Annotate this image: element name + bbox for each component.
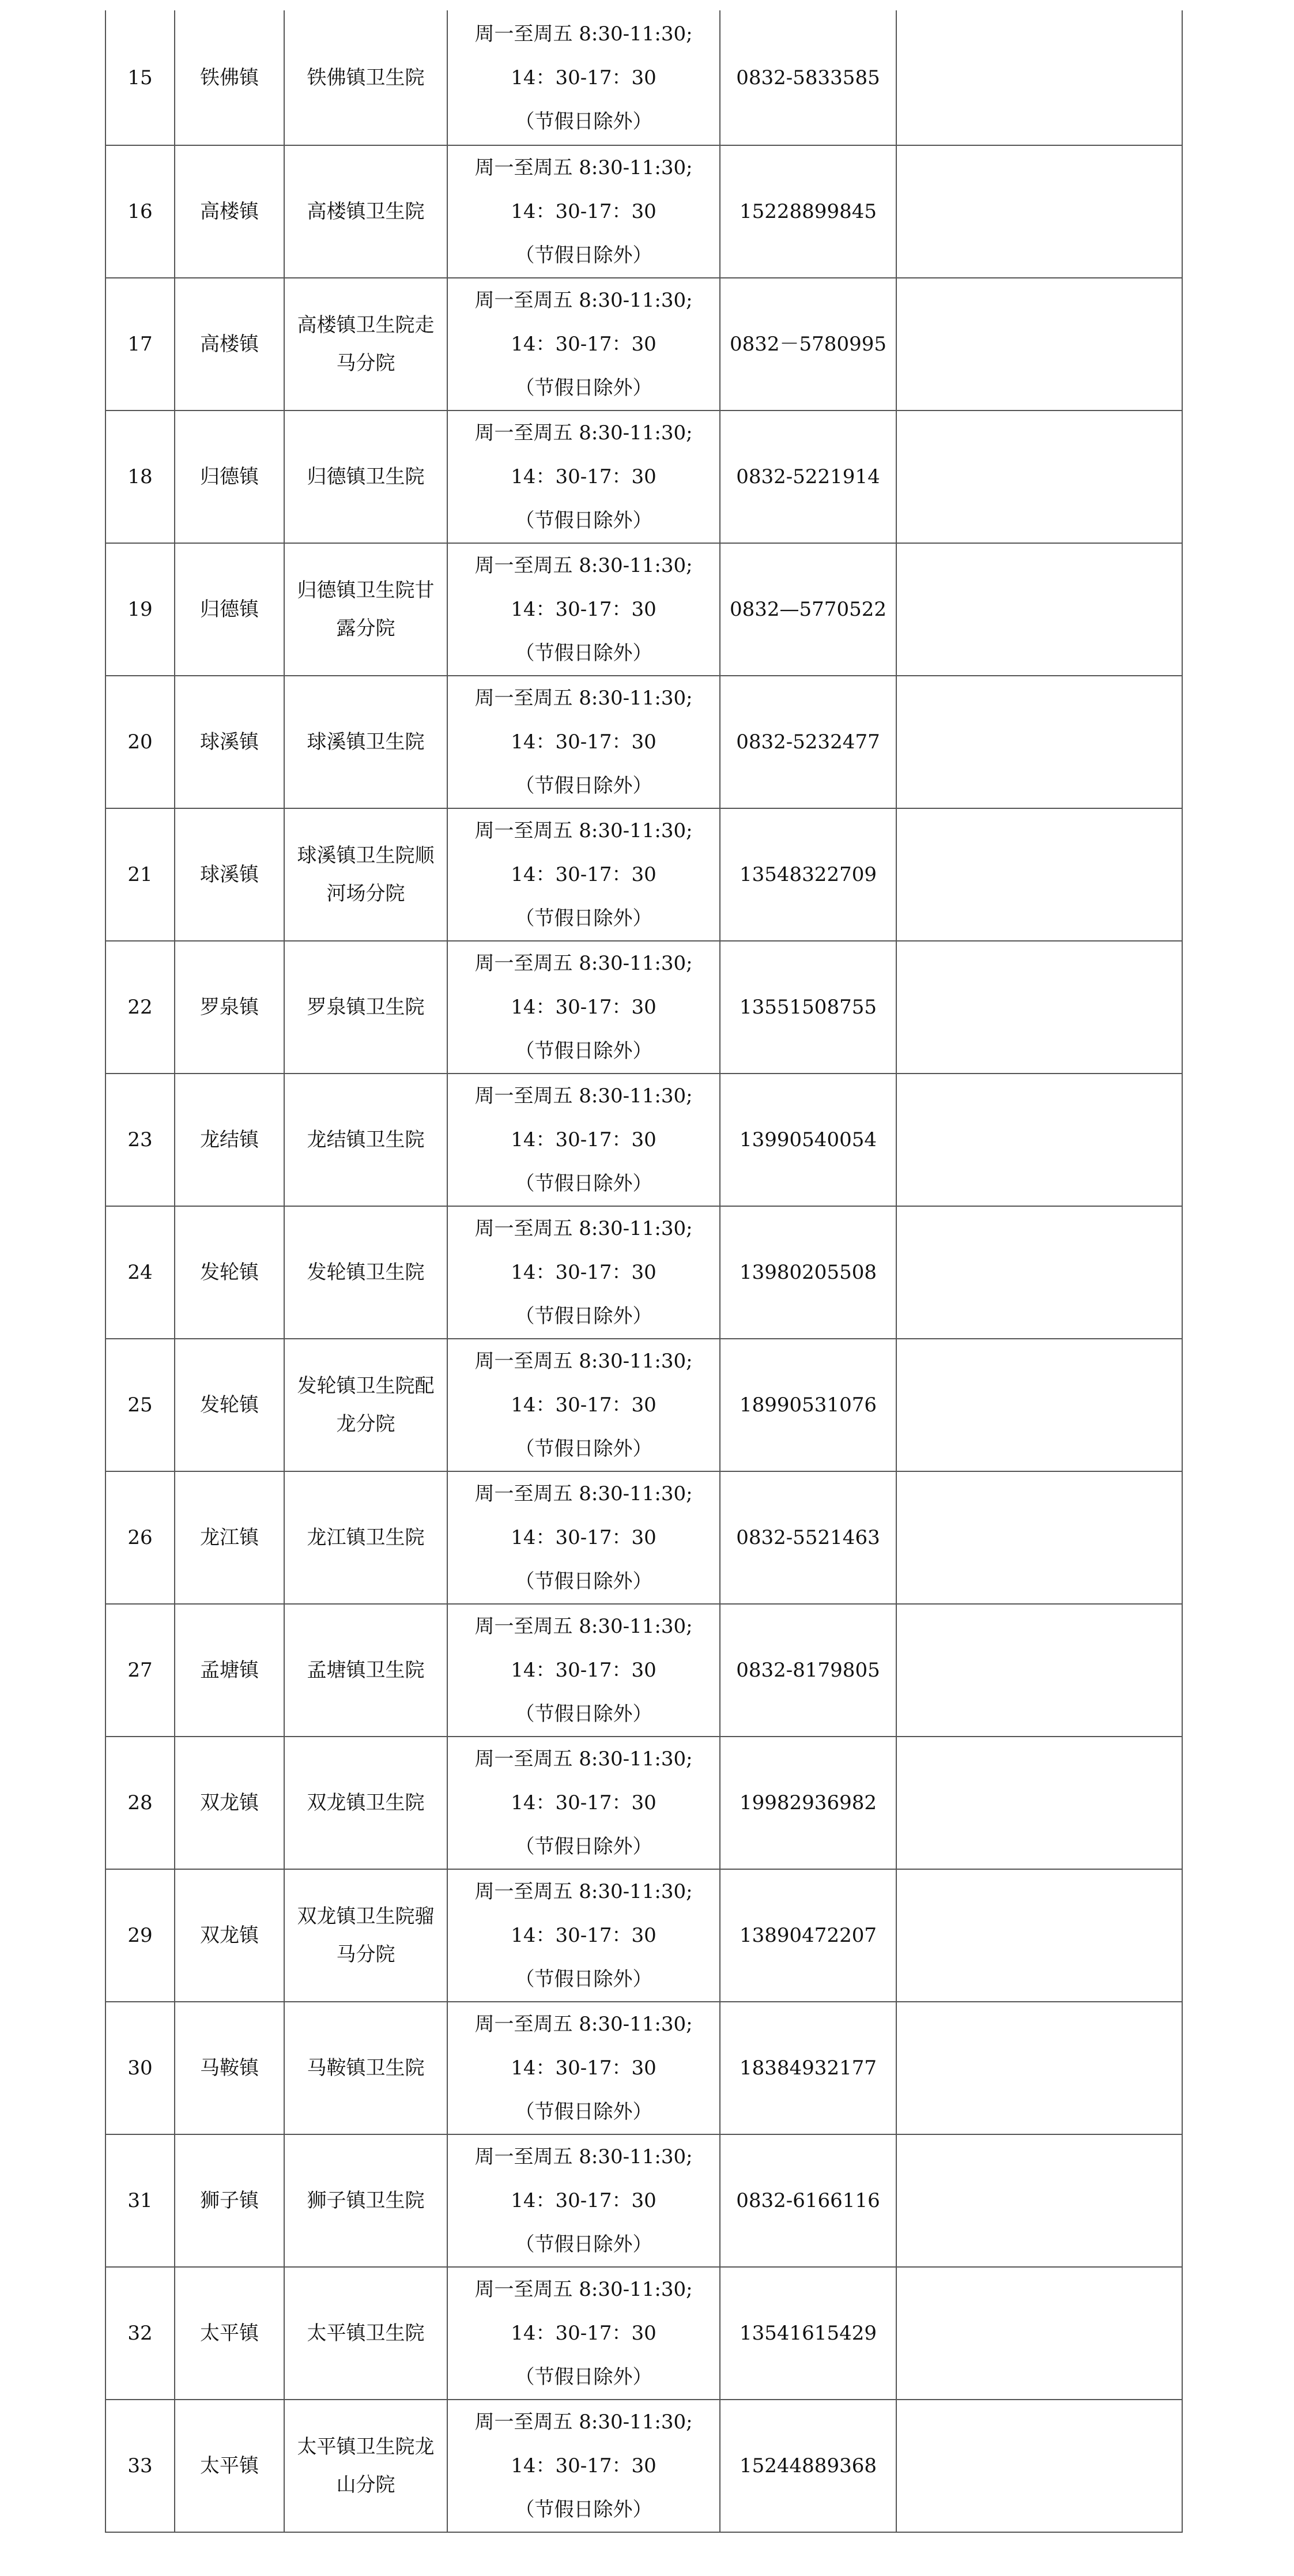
phone-cell <box>720 1737 896 1869</box>
note-cell <box>896 1737 1182 1869</box>
row-number: 30 <box>127 2057 153 2080</box>
institution-name: 孟塘镇卫生院 <box>307 1659 425 1682</box>
row-number: 31 <box>127 2189 153 2212</box>
note-cell <box>896 543 1182 676</box>
table-row <box>105 410 1182 543</box>
town-cell <box>175 1206 284 1339</box>
hours-line-1: 周一至周五 8:30-11:30; <box>474 2411 693 2434</box>
note-cell <box>896 410 1182 543</box>
institution-name: 发轮镇卫生院 <box>307 1261 425 1284</box>
institution-name: 罗泉镇卫生院 <box>307 996 425 1019</box>
town-name: 狮子镇 <box>200 2189 259 2212</box>
hours-line-1: 周一至周五 8:30-11:30; <box>474 1482 693 1505</box>
town-cell <box>175 941 284 1074</box>
hours-line-2: 14：30-17：30 <box>511 1791 657 1814</box>
phone-number: 18990531076 <box>740 1394 877 1417</box>
institution-name: 龙结镇卫生院 <box>307 1128 425 1151</box>
institution-cell <box>284 1074 447 1206</box>
institution-cell <box>284 1206 447 1339</box>
institution-cell <box>284 1604 447 1737</box>
row-number-cell <box>105 2400 175 2532</box>
phone-number: 19982936982 <box>740 1791 877 1814</box>
hours-cell <box>447 676 720 808</box>
town-name: 双龙镇 <box>200 1791 259 1814</box>
hours-line-1: 周一至周五 8:30-11:30; <box>474 1217 693 1240</box>
table-row <box>105 10 1182 145</box>
note-cell <box>896 2400 1182 2532</box>
table-row <box>105 2400 1182 2532</box>
phone-number: 15228899845 <box>740 200 877 223</box>
town-name: 高楼镇 <box>200 333 259 356</box>
hours-line-1: 周一至周五 8:30-11:30; <box>474 1748 693 1771</box>
institution-name: 发轮镇卫生院配龙分院 <box>297 1374 435 1436</box>
institution-cell <box>284 2002 447 2134</box>
row-number-cell <box>105 278 175 410</box>
hours-line-1: 周一至周五 8:30-11:30; <box>474 2145 693 2168</box>
hours-line-1: 周一至周五 8:30-11:30; <box>474 2013 693 2036</box>
hours-line-1: 周一至周五 8:30-11:30; <box>474 554 693 577</box>
hours-cell <box>447 1339 720 1471</box>
note-cell <box>896 10 1182 145</box>
row-number: 24 <box>127 1261 153 1284</box>
hours-line-2: 14：30-17：30 <box>511 333 657 356</box>
institution-name: 马鞍镇卫生院 <box>307 2057 425 2080</box>
hours-cell <box>447 1604 720 1737</box>
table-row <box>105 1074 1182 1206</box>
phone-number: 13551508755 <box>740 996 877 1019</box>
row-number-cell <box>105 2134 175 2267</box>
hours-line-2: 14：30-17：30 <box>511 730 657 754</box>
table-row <box>105 1339 1182 1471</box>
note-cell <box>896 1471 1182 1604</box>
note-cell <box>896 676 1182 808</box>
hours-cell <box>447 145 720 278</box>
row-number: 21 <box>127 863 153 886</box>
phone-cell <box>720 941 896 1074</box>
phone-cell <box>720 2002 896 2134</box>
town-cell <box>175 1737 284 1869</box>
hours-line-3: （节假日除外） <box>515 1305 652 1328</box>
row-number: 27 <box>127 1659 153 1682</box>
institution-name: 狮子镇卫生院 <box>307 2189 425 2212</box>
phone-number: 0832-6166116 <box>736 2189 880 2212</box>
note-cell <box>896 2002 1182 2134</box>
town-cell <box>175 543 284 676</box>
note-cell <box>896 808 1182 941</box>
phone-cell <box>720 1604 896 1737</box>
hours-cell <box>447 410 720 543</box>
hours-line-3: （节假日除外） <box>515 2100 652 2123</box>
row-number-cell <box>105 2002 175 2134</box>
note-cell <box>896 1339 1182 1471</box>
phone-number: 0832-5521463 <box>736 1526 880 1549</box>
phone-cell <box>720 1074 896 1206</box>
hours-line-3: （节假日除外） <box>515 642 652 665</box>
institution-name: 高楼镇卫生院走马分院 <box>297 314 435 375</box>
phone-cell <box>720 410 896 543</box>
table-row <box>105 2002 1182 2134</box>
town-name: 铁佛镇 <box>200 66 259 89</box>
phone-cell <box>720 2267 896 2400</box>
hours-line-1: 周一至周五 8:30-11:30; <box>474 819 693 842</box>
row-number-cell <box>105 10 175 145</box>
town-name: 双龙镇 <box>200 1924 259 1947</box>
hours-line-2: 14：30-17：30 <box>511 1394 657 1417</box>
institution-name: 铁佛镇卫生院 <box>307 66 425 89</box>
row-number-cell <box>105 1339 175 1471</box>
hours-cell <box>447 808 720 941</box>
table-row <box>105 1737 1182 1869</box>
hours-cell <box>447 2400 720 2532</box>
town-cell <box>175 1471 284 1604</box>
hours-line-3: （节假日除外） <box>515 1570 652 1593</box>
town-name: 龙结镇 <box>200 1128 259 1151</box>
note-cell <box>896 2267 1182 2400</box>
phone-cell <box>720 676 896 808</box>
town-cell <box>175 1869 284 2002</box>
town-name: 发轮镇 <box>200 1394 259 1417</box>
town-cell <box>175 278 284 410</box>
row-number-cell <box>105 1471 175 1604</box>
hours-line-2: 14：30-17：30 <box>511 1261 657 1284</box>
hours-cell <box>447 1074 720 1206</box>
town-name: 球溪镇 <box>200 730 259 754</box>
clinic-table-container <box>105 10 1182 2533</box>
phone-number: 13548322709 <box>740 863 877 886</box>
hours-line-2: 14：30-17：30 <box>511 2454 657 2477</box>
hours-line-1: 周一至周五 8:30-11:30; <box>474 22 693 46</box>
phone-number: 15244889368 <box>740 2454 877 2477</box>
institution-name: 高楼镇卫生院 <box>307 200 425 223</box>
row-number: 16 <box>127 200 153 223</box>
row-number: 26 <box>127 1526 153 1549</box>
phone-cell <box>720 1869 896 2002</box>
town-name: 太平镇 <box>200 2454 259 2477</box>
town-name: 球溪镇 <box>200 863 259 886</box>
hours-line-1: 周一至周五 8:30-11:30; <box>474 687 693 710</box>
row-number-cell <box>105 543 175 676</box>
phone-number: 0832-8179805 <box>736 1659 880 1682</box>
phone-number: 18384932177 <box>740 2057 877 2080</box>
row-number-cell <box>105 676 175 808</box>
town-cell <box>175 676 284 808</box>
note-cell <box>896 1206 1182 1339</box>
institution-cell <box>284 941 447 1074</box>
institution-name: 双龙镇卫生院骝马分院 <box>297 1905 435 1966</box>
phone-cell <box>720 2400 896 2532</box>
row-number: 18 <box>127 465 153 488</box>
phone-cell <box>720 1339 896 1471</box>
town-cell <box>175 1339 284 1471</box>
note-cell <box>896 278 1182 410</box>
hours-line-2: 14：30-17：30 <box>511 66 657 89</box>
hours-cell <box>447 941 720 1074</box>
hours-line-2: 14：30-17：30 <box>511 1659 657 1682</box>
town-name: 高楼镇 <box>200 200 259 223</box>
institution-name: 球溪镇卫生院 <box>307 730 425 754</box>
institution-cell <box>284 278 447 410</box>
hours-line-3: （节假日除外） <box>515 110 652 133</box>
institution-cell <box>284 2400 447 2532</box>
row-number-cell <box>105 941 175 1074</box>
table-row <box>105 145 1182 278</box>
town-cell <box>175 2267 284 2400</box>
row-number: 17 <box>127 333 153 356</box>
town-name: 归德镇 <box>200 598 259 621</box>
hours-line-1: 周一至周五 8:30-11:30; <box>474 1350 693 1373</box>
phone-cell <box>720 1471 896 1604</box>
hours-line-1: 周一至周五 8:30-11:30; <box>474 421 693 445</box>
hours-line-3: （节假日除外） <box>515 244 652 267</box>
hours-line-2: 14：30-17：30 <box>511 1924 657 1947</box>
table-row <box>105 676 1182 808</box>
institution-name: 龙江镇卫生院 <box>307 1526 425 1549</box>
phone-number: 13541615429 <box>740 2322 877 2345</box>
hours-line-2: 14：30-17：30 <box>511 863 657 886</box>
town-name: 孟塘镇 <box>200 1659 259 1682</box>
town-cell <box>175 2134 284 2267</box>
town-name: 龙江镇 <box>200 1526 259 1549</box>
hours-line-1: 周一至周五 8:30-11:30; <box>474 156 693 179</box>
row-number-cell <box>105 1737 175 1869</box>
hours-line-1: 周一至周五 8:30-11:30; <box>474 1880 693 1903</box>
hours-line-3: （节假日除外） <box>515 2366 652 2389</box>
hours-line-3: （节假日除外） <box>515 509 652 532</box>
row-number-cell <box>105 1604 175 1737</box>
row-number-cell <box>105 808 175 941</box>
row-number-cell <box>105 1206 175 1339</box>
hours-line-3: （节假日除外） <box>515 774 652 797</box>
hours-line-1: 周一至周五 8:30-11:30; <box>474 289 693 312</box>
hours-line-2: 14：30-17：30 <box>511 2189 657 2212</box>
phone-number: 13980205508 <box>740 1261 877 1284</box>
hours-line-3: （节假日除外） <box>515 376 652 400</box>
row-number: 28 <box>127 1791 153 1814</box>
table-row <box>105 1471 1182 1604</box>
hours-cell <box>447 2267 720 2400</box>
hours-line-2: 14：30-17：30 <box>511 996 657 1019</box>
hours-line-2: 14：30-17：30 <box>511 1526 657 1549</box>
town-cell <box>175 2002 284 2134</box>
clinic-schedule-table <box>105 10 1183 2533</box>
hours-line-1: 周一至周五 8:30-11:30; <box>474 952 693 975</box>
hours-line-3: （节假日除外） <box>515 1835 652 1858</box>
table-row <box>105 2267 1182 2400</box>
institution-cell <box>284 2134 447 2267</box>
row-number: 19 <box>127 598 153 621</box>
phone-cell <box>720 543 896 676</box>
note-cell <box>896 1074 1182 1206</box>
hours-line-2: 14：30-17：30 <box>511 200 657 223</box>
institution-name: 归德镇卫生院 <box>307 465 425 488</box>
institution-name: 太平镇卫生院 <box>307 2322 425 2345</box>
institution-cell <box>284 145 447 278</box>
hours-cell <box>447 278 720 410</box>
row-number-cell <box>105 1074 175 1206</box>
hours-line-1: 周一至周五 8:30-11:30; <box>474 1084 693 1108</box>
note-cell <box>896 2134 1182 2267</box>
hours-line-3: （节假日除外） <box>515 2233 652 2256</box>
table-row <box>105 543 1182 676</box>
institution-cell <box>284 543 447 676</box>
table-row <box>105 1206 1182 1339</box>
hours-line-2: 14：30-17：30 <box>511 465 657 488</box>
table-row <box>105 1604 1182 1737</box>
phone-cell <box>720 145 896 278</box>
institution-cell <box>284 808 447 941</box>
hours-line-3: （节假日除外） <box>515 1437 652 1460</box>
table-row <box>105 808 1182 941</box>
town-cell <box>175 808 284 941</box>
phone-number: 0832-5232477 <box>736 730 880 754</box>
town-name: 归德镇 <box>200 465 259 488</box>
hours-cell <box>447 10 720 145</box>
table-row <box>105 2134 1182 2267</box>
institution-cell <box>284 1339 447 1471</box>
hours-line-3: （节假日除外） <box>515 1703 652 1726</box>
phone-number: 0832－5780995 <box>730 333 886 356</box>
institution-cell <box>284 1869 447 2002</box>
phone-cell <box>720 10 896 145</box>
hours-line-3: （节假日除外） <box>515 2498 652 2521</box>
hours-line-3: （节假日除外） <box>515 907 652 930</box>
row-number: 23 <box>127 1128 153 1151</box>
institution-name: 双龙镇卫生院 <box>307 1791 425 1814</box>
hours-cell <box>447 1206 720 1339</box>
hours-line-2: 14：30-17：30 <box>511 598 657 621</box>
phone-cell <box>720 1206 896 1339</box>
hours-cell <box>447 543 720 676</box>
town-cell <box>175 2400 284 2532</box>
institution-cell <box>284 2267 447 2400</box>
institution-name: 归德镇卫生院甘露分院 <box>297 579 435 640</box>
town-name: 发轮镇 <box>200 1261 259 1284</box>
table-row <box>105 1869 1182 2002</box>
phone-number: 0832-5833585 <box>736 66 880 89</box>
phone-cell <box>720 278 896 410</box>
hours-line-3: （节假日除外） <box>515 1968 652 1991</box>
phone-number: 0832-5221914 <box>736 465 880 488</box>
table-row <box>105 278 1182 410</box>
institution-cell <box>284 10 447 145</box>
institution-cell <box>284 676 447 808</box>
note-cell <box>896 145 1182 278</box>
institution-name: 球溪镇卫生院顺河场分院 <box>297 844 435 905</box>
hours-cell <box>447 1869 720 2002</box>
row-number: 22 <box>127 996 153 1019</box>
hours-cell <box>447 1737 720 1869</box>
town-cell <box>175 1074 284 1206</box>
town-cell <box>175 145 284 278</box>
row-number: 15 <box>127 66 153 89</box>
row-number-cell <box>105 2267 175 2400</box>
hours-line-1: 周一至周五 8:30-11:30; <box>474 1615 693 1638</box>
institution-cell <box>284 1471 447 1604</box>
hours-line-2: 14：30-17：30 <box>511 2057 657 2080</box>
hours-cell <box>447 2002 720 2134</box>
hours-cell <box>447 2134 720 2267</box>
hours-line-2: 14：30-17：30 <box>511 2322 657 2345</box>
town-name: 马鞍镇 <box>200 2057 259 2080</box>
hours-cell <box>447 1471 720 1604</box>
institution-name: 太平镇卫生院龙山分院 <box>297 2435 435 2496</box>
town-cell <box>175 1604 284 1737</box>
row-number: 25 <box>127 1394 153 1417</box>
institution-cell <box>284 410 447 543</box>
table-row <box>105 941 1182 1074</box>
row-number-cell <box>105 145 175 278</box>
hours-line-1: 周一至周五 8:30-11:30; <box>474 2278 693 2301</box>
note-cell <box>896 941 1182 1074</box>
town-name: 太平镇 <box>200 2322 259 2345</box>
row-number: 20 <box>127 730 153 754</box>
phone-number: 0832—5770522 <box>730 598 886 621</box>
phone-cell <box>720 2134 896 2267</box>
row-number: 29 <box>127 1924 153 1947</box>
institution-cell <box>284 1737 447 1869</box>
hours-line-3: （节假日除外） <box>515 1172 652 1195</box>
phone-cell <box>720 808 896 941</box>
town-cell <box>175 410 284 543</box>
hours-line-2: 14：30-17：30 <box>511 1128 657 1151</box>
hours-line-3: （节假日除外） <box>515 1040 652 1063</box>
row-number: 33 <box>127 2454 153 2477</box>
row-number: 32 <box>127 2322 153 2345</box>
phone-number: 13990540054 <box>740 1128 877 1151</box>
phone-number: 13890472207 <box>740 1924 877 1947</box>
town-cell <box>175 10 284 145</box>
table-body <box>105 10 1182 2532</box>
note-cell <box>896 1869 1182 2002</box>
town-name: 罗泉镇 <box>200 996 259 1019</box>
note-cell <box>896 1604 1182 1737</box>
row-number-cell <box>105 410 175 543</box>
row-number-cell <box>105 1869 175 2002</box>
